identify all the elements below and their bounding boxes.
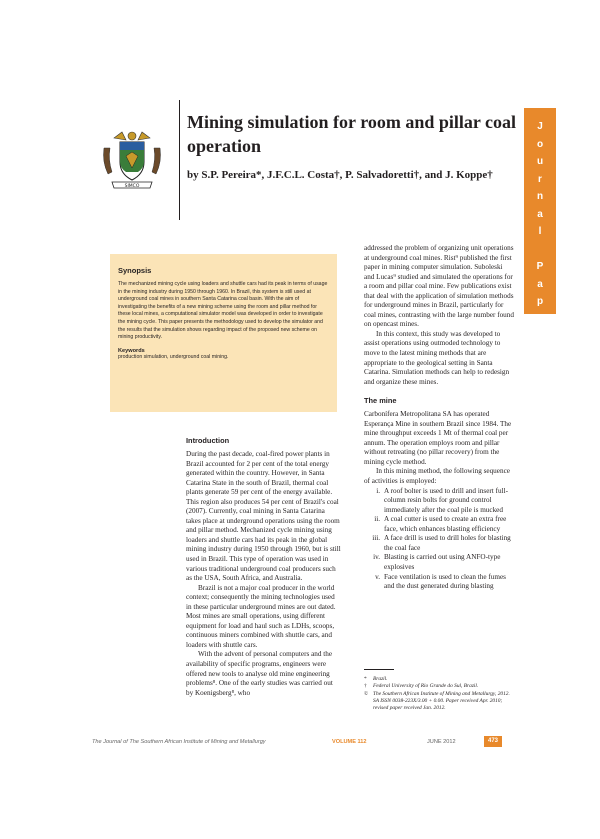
keywords-text: production simulation, underground coal mining.: [118, 353, 229, 360]
list-item: [364, 553, 514, 572]
intro-paragraph: During the past decade, coal-fired power plants in Brazil accounted for 2 per cent of the total energy generated within the country. However, in Santa Catarina State in the south of Brazil, thermal coal plants generate 59 per cent of the energy available. This region also produces 54 per cent of Brazil's coal (2007). Currently, coal mining in Santa Catarina takes place at underground operations using the room and pillar method. Mechanized cycle mining using loaders and shuttle cars had its peak in the global mining industry during 1950 through 1960, but is still used in Brazil. This type of operation was used in various traditional underground coal producers such as the USA, South Africa, and Australia.: [186, 450, 341, 583]
list-item: [364, 573, 514, 592]
footer-date: JUNE 2012: [427, 739, 456, 745]
list-item-number: v.: [375, 572, 380, 581]
footnote: [364, 683, 514, 690]
footnote-rule: [364, 669, 394, 670]
mine-paragraph: Carbonífera Metropolitana SA has operated Esperança Mine in southern Brazil since 1984. The mine throughput exceeds 1 Mt of thermal coal per annum. The operation employs room and pillar without retreating (no pillar recovery) from the mining cycle method.: [364, 410, 512, 466]
intro-paragraph: Brazil is not a major coal producer in the world context; consequently the mining technologies used in these particular underground mines are out dated. Most mines are small operations, using different equipment for load and haul such as LDHs, scoops, continuous miners combined with shuttle cars, and loaders with shuttle cars.: [186, 583, 336, 649]
right-column: [364, 244, 514, 592]
tab-letter: P: [536, 261, 544, 272]
intro-paragraph: With the advent of personal computers and the availability of specific programs, engineers were offered new tools to analyse old mine engineering problems⁸. One of the early studies was carried out by Koenigsberg⁸, who: [186, 650, 333, 697]
footnote-text: The Southern African Institute of Mining and Metallurgy, 2012. SA ISSN 0038-223X/3.00 + 0.00. Paper received Apr. 2010; revised paper received Jan. 2012.: [373, 690, 510, 712]
introduction-heading: Introduction: [186, 436, 230, 445]
body-paragraph: addressed the problem of organizing unit operations at underground coal mines. Rist⁹ published the first paper in mining computer simulation. Suboleski and Lucas⁹ studied and simulated the operations for a room and pillar coal mine. Few publications exist that deal with the application of simulation methods for underground mines in Brazil, particularly for coal mines, contrasting with the large number found on opencast mines.: [364, 244, 514, 329]
tab-letter: p: [536, 296, 544, 307]
list-item-text: A coal cutter is used to create an extra free face, which enhances blasting efficiency: [384, 515, 507, 533]
tab-letter: l: [538, 226, 542, 237]
footnote-symbol: †: [364, 683, 367, 690]
keywords-heading: Keywords: [118, 347, 145, 354]
svg-text:SIMCO: SIMCO: [124, 184, 140, 189]
list-item-number: iv.: [373, 553, 380, 562]
page-number-box: [484, 736, 502, 747]
footer-journal-name: The Journal of The Southern African Institute of Mining and Metallurgy: [92, 739, 266, 745]
tab-letter: r: [538, 331, 542, 342]
list-item-text: A face drill is used to drill holes for blasting the coal face: [384, 534, 511, 552]
tab-letter: n: [536, 191, 544, 202]
tab-letter: J: [537, 121, 543, 132]
tab-letter: a: [537, 208, 543, 220]
mine-paragraph: In this mining method, the following sequence of activities is employed:: [364, 467, 510, 486]
footnote-text: Brazil.: [373, 676, 388, 682]
footnote-symbol: ©: [364, 690, 369, 697]
activity-list: [364, 487, 514, 592]
journal-paper-tab: [524, 108, 556, 342]
footnote-text: Federal University of Rio Grande do Sul, Brazil.: [373, 683, 479, 690]
list-item-number: i.: [376, 486, 380, 495]
tab-letter: o: [536, 138, 544, 150]
list-item: [364, 515, 514, 534]
the-mine-heading: The mine: [364, 396, 397, 406]
list-item-text: Face ventilation is used to clean the fumes and the dust generated during blasting: [384, 572, 506, 591]
footnote: [364, 691, 514, 713]
tab-label: [524, 118, 556, 346]
introduction-column: [186, 436, 341, 698]
title-divider: [179, 100, 180, 220]
page-footer: [92, 739, 512, 748]
list-item-text: Blasting is carried out using ANFO-type explosives: [384, 553, 501, 571]
list-item: [364, 487, 514, 516]
tab-letter: r: [538, 173, 542, 185]
paper-title: Mining simulation for room and pillar coal operation: [187, 112, 517, 156]
tab-letter: e: [537, 313, 543, 325]
synopsis-heading: Synopsis: [118, 266, 152, 275]
footnote-symbol: *: [364, 676, 367, 682]
tab-letter: [524, 241, 556, 259]
page-number: 473: [487, 738, 498, 744]
body-paragraph: In this context, this study was developed to assist operations using outmoded technology to move to the latest mining methods that are appropriate to the geological setting in Santa Catarina. Simulation methods can help to redesign and organize these mines.: [364, 329, 510, 386]
footnotes: [364, 676, 514, 712]
synopsis-box: [110, 254, 337, 412]
list-item: [364, 534, 514, 553]
list-item-number: ii.: [374, 515, 380, 524]
list-item-number: iii.: [372, 534, 380, 543]
footer-volume: VOLUME 112: [332, 739, 367, 745]
tab-letter: u: [536, 156, 544, 167]
tab-letter: a: [537, 278, 543, 290]
institute-crest-logo: [100, 128, 164, 192]
list-item-text: A roof bolter is used to drill and insert full-column resin bolts for ground control immediately after the coal pile is mucked: [384, 486, 508, 514]
synopsis-body: The mechanized mining cycle using loaders and shuttle cars had its peak in terms of usage in the mining industry during 1950 through 1960. In Brazil, this system is still used at underground coal mines in southern Santa Catarina coal basin. With the aim of investigating the benefits of a new mining scheme using the room and pillar method for these local mines, a computational simulator model was developed in order to investigate the mining cycle. This paper presents the methodology used to develop the simulator and the results that the simulation shows regarding impact of the proposed new scheme on mining productivity.: [118, 281, 328, 341]
paper-authors: by S.P. Pereira*, J.F.C.L. Costa†, P. Salvadoretti†, and J. Koppe†: [187, 169, 493, 181]
